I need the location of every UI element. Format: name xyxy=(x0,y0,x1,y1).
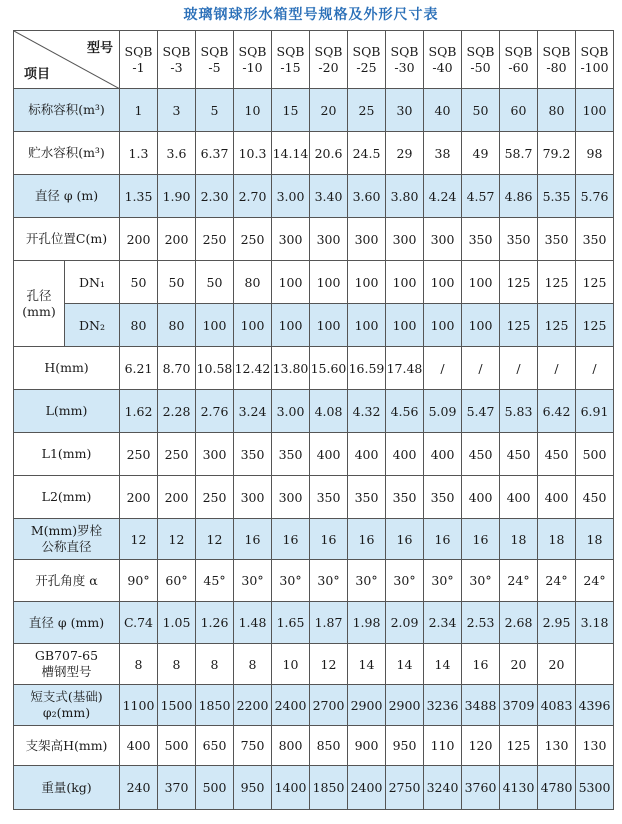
table-cell: 125 xyxy=(538,261,576,304)
table-cell: 20 xyxy=(310,89,348,132)
table-cell: 130 xyxy=(538,726,576,766)
table-cell: 1.35 xyxy=(120,175,158,218)
table-cell: 3.40 xyxy=(310,175,348,218)
table-cell: 110 xyxy=(424,726,462,766)
model-header: SQB -15 xyxy=(272,31,310,89)
table-cell: 12 xyxy=(158,519,196,560)
table-cell: 130 xyxy=(576,726,614,766)
table-cell: 2.68 xyxy=(500,602,538,644)
model-header: SQB -40 xyxy=(424,31,462,89)
table-row xyxy=(14,766,614,810)
table-cell: 5.76 xyxy=(576,175,614,218)
row-label: 开孔位置C(m) xyxy=(14,218,120,261)
table-cell: 14 xyxy=(348,644,386,685)
table-cell: 16 xyxy=(462,644,500,685)
table-cell: 16 xyxy=(386,519,424,560)
table-cell: 30° xyxy=(310,560,348,602)
row-label: GB707-65 槽钢型号 xyxy=(14,644,120,685)
table-cell: 250 xyxy=(196,476,234,519)
table-cell: 200 xyxy=(120,218,158,261)
table-cell: 6.91 xyxy=(576,390,614,433)
header-row xyxy=(14,31,614,89)
table-cell: 300 xyxy=(196,433,234,476)
table-cell: 3.60 xyxy=(348,175,386,218)
table-cell: 5.83 xyxy=(500,390,538,433)
table-cell: 100 xyxy=(310,261,348,304)
table-cell: 98 xyxy=(576,132,614,175)
model-header: SQB -20 xyxy=(310,31,348,89)
table-cell: 4.56 xyxy=(386,390,424,433)
table-cell: 350 xyxy=(272,433,310,476)
table-cell: 10 xyxy=(272,644,310,685)
table-cell: 240 xyxy=(120,766,158,810)
table-cell: 6.21 xyxy=(120,347,158,390)
table-cell: 1.26 xyxy=(196,602,234,644)
table-cell: 350 xyxy=(500,218,538,261)
table-cell: 1500 xyxy=(158,685,196,726)
table-cell: 1.48 xyxy=(234,602,272,644)
table-cell: 2.28 xyxy=(158,390,196,433)
table-cell: 4.57 xyxy=(462,175,500,218)
table-cell: 250 xyxy=(196,218,234,261)
table-cell: 300 xyxy=(348,218,386,261)
table-cell: 90° xyxy=(120,560,158,602)
table-cell: 400 xyxy=(120,726,158,766)
row-sublabel: DN₂ xyxy=(65,304,120,347)
table-cell: 250 xyxy=(120,433,158,476)
table-cell: 8 xyxy=(196,644,234,685)
row-sublabel: DN₁ xyxy=(65,261,120,304)
table-cell: 300 xyxy=(386,218,424,261)
table-cell: 300 xyxy=(424,218,462,261)
table-cell: 1.65 xyxy=(272,602,310,644)
table-cell: 16.59 xyxy=(348,347,386,390)
table-cell: 4396 xyxy=(576,685,614,726)
table-row xyxy=(14,726,614,766)
table-cell: 100 xyxy=(310,304,348,347)
table-cell: 10.3 xyxy=(234,132,272,175)
model-header: SQB -3 xyxy=(158,31,196,89)
table-cell: 60 xyxy=(500,89,538,132)
table-cell: 80 xyxy=(120,304,158,347)
model-header: SQB -50 xyxy=(462,31,500,89)
table-cell: 1850 xyxy=(196,685,234,726)
table-cell: 8.70 xyxy=(158,347,196,390)
table-cell: 60° xyxy=(158,560,196,602)
table-cell: 49 xyxy=(462,132,500,175)
table-cell: 80 xyxy=(234,261,272,304)
row-label: M(mm)罗栓 公称直径 xyxy=(14,519,120,560)
table-cell: 2900 xyxy=(386,685,424,726)
table-cell: 200 xyxy=(158,476,196,519)
table-cell: 15.60 xyxy=(310,347,348,390)
table-cell: 2700 xyxy=(310,685,348,726)
table-cell: 500 xyxy=(196,766,234,810)
model-header: SQB -25 xyxy=(348,31,386,89)
table-cell: 3709 xyxy=(500,685,538,726)
row-label: 重量(kg) xyxy=(14,766,120,810)
table-cell: 6.42 xyxy=(538,390,576,433)
table-cell: 1850 xyxy=(310,766,348,810)
table-row xyxy=(14,685,614,726)
table-cell: 14 xyxy=(424,644,462,685)
table-cell: 2.09 xyxy=(386,602,424,644)
table-cell: 750 xyxy=(234,726,272,766)
table-cell: 100 xyxy=(196,304,234,347)
table-cell: 13.80 xyxy=(272,347,310,390)
table-cell: 500 xyxy=(158,726,196,766)
table-title: 玻璃钢球形水箱型号规格及外形尺寸表 xyxy=(183,7,439,23)
table-cell: 100 xyxy=(462,261,500,304)
table-cell: 10 xyxy=(234,89,272,132)
table-cell: 2400 xyxy=(348,766,386,810)
table-cell: 30° xyxy=(386,560,424,602)
table-cell: 300 xyxy=(310,218,348,261)
table-cell: 100 xyxy=(576,89,614,132)
table-cell: 2750 xyxy=(386,766,424,810)
table-cell: 120 xyxy=(462,726,500,766)
table-cell: 4083 xyxy=(538,685,576,726)
table-cell: 500 xyxy=(576,433,614,476)
table-cell: 24° xyxy=(500,560,538,602)
table-cell: 900 xyxy=(348,726,386,766)
table-cell: C.74 xyxy=(120,602,158,644)
table-cell: 3.18 xyxy=(576,602,614,644)
table-cell: 5 xyxy=(196,89,234,132)
table-cell: 100 xyxy=(424,261,462,304)
table-cell: 400 xyxy=(310,433,348,476)
table-cell: 3.24 xyxy=(234,390,272,433)
table-row xyxy=(14,132,614,175)
table-cell: 20 xyxy=(538,644,576,685)
table-cell: 400 xyxy=(424,433,462,476)
table-cell: 8 xyxy=(234,644,272,685)
table-row xyxy=(14,602,614,644)
table-cell: 100 xyxy=(424,304,462,347)
table-cell: 16 xyxy=(310,519,348,560)
row-label: 开孔角度 α xyxy=(14,560,120,602)
table-cell: 300 xyxy=(272,218,310,261)
table-cell: 30° xyxy=(462,560,500,602)
table-cell: 45° xyxy=(196,560,234,602)
table-cell: 38 xyxy=(424,132,462,175)
table-cell: 6.37 xyxy=(196,132,234,175)
table-cell: 17.48 xyxy=(386,347,424,390)
table-cell: 1.3 xyxy=(120,132,158,175)
table-cell: 16 xyxy=(462,519,500,560)
table-cell: 30 xyxy=(386,89,424,132)
table-cell: 400 xyxy=(386,433,424,476)
table-cell: 400 xyxy=(500,476,538,519)
table-cell: 25 xyxy=(348,89,386,132)
table-cell: 400 xyxy=(462,476,500,519)
table-cell: / xyxy=(424,347,462,390)
table-row xyxy=(14,175,614,218)
table-cell: 40 xyxy=(424,89,462,132)
corner-item-label: 项目 xyxy=(24,67,51,82)
table-cell: 1400 xyxy=(272,766,310,810)
table-cell: 14.14 xyxy=(272,132,310,175)
table-cell: 2.34 xyxy=(424,602,462,644)
table-cell: 3488 xyxy=(462,685,500,726)
row-label: 短支式(基础) φ₂(mm) xyxy=(14,685,120,726)
table-cell: / xyxy=(538,347,576,390)
table-cell: 16 xyxy=(272,519,310,560)
row-label: 直径 φ (mm) xyxy=(14,602,120,644)
table-cell: 4.32 xyxy=(348,390,386,433)
table-cell: / xyxy=(462,347,500,390)
table-cell: 350 xyxy=(462,218,500,261)
table-cell: 200 xyxy=(158,218,196,261)
table-cell: 450 xyxy=(576,476,614,519)
table-cell: 18 xyxy=(576,519,614,560)
row-label: L1(mm) xyxy=(14,433,120,476)
table-cell: 950 xyxy=(234,766,272,810)
table-cell: 125 xyxy=(576,261,614,304)
corner-model-label: 型号 xyxy=(86,41,113,56)
table-cell: 3.80 xyxy=(386,175,424,218)
spec-table xyxy=(13,30,614,810)
table-cell: 100 xyxy=(462,304,500,347)
table-cell: 16 xyxy=(234,519,272,560)
corner-cell xyxy=(14,31,120,89)
model-header: SQB -100 xyxy=(576,31,614,89)
table-row xyxy=(14,390,614,433)
table-cell: 4.24 xyxy=(424,175,462,218)
table-cell: 300 xyxy=(234,476,272,519)
table-cell: 1.05 xyxy=(158,602,196,644)
table-cell: 18 xyxy=(538,519,576,560)
table-cell: 4.86 xyxy=(500,175,538,218)
table-cell: 450 xyxy=(538,433,576,476)
table-row xyxy=(14,89,614,132)
table-cell: 20 xyxy=(500,644,538,685)
row-label: 贮水容积(m³) xyxy=(14,132,120,175)
table-cell: 30° xyxy=(272,560,310,602)
table-cell: 100 xyxy=(348,261,386,304)
table-cell: 80 xyxy=(158,304,196,347)
table-cell: 2.70 xyxy=(234,175,272,218)
table-cell: 1.98 xyxy=(348,602,386,644)
table-cell: 1.87 xyxy=(310,602,348,644)
table-cell: 1100 xyxy=(120,685,158,726)
table-cell: 350 xyxy=(310,476,348,519)
table-cell: 50 xyxy=(462,89,500,132)
row-label: 直径 φ (m) xyxy=(14,175,120,218)
table-cell: 12.42 xyxy=(234,347,272,390)
table-cell: / xyxy=(576,347,614,390)
table-cell: 350 xyxy=(348,476,386,519)
table-cell: 350 xyxy=(538,218,576,261)
table-cell: 24° xyxy=(538,560,576,602)
table-cell: 2900 xyxy=(348,685,386,726)
table-row xyxy=(14,644,614,685)
table-cell: 125 xyxy=(500,304,538,347)
table-cell: 3240 xyxy=(424,766,462,810)
table-cell: 2200 xyxy=(234,685,272,726)
table-row xyxy=(14,347,614,390)
table-cell: 16 xyxy=(424,519,462,560)
table-cell: 29 xyxy=(386,132,424,175)
model-header: SQB -30 xyxy=(386,31,424,89)
table-cell: 5.47 xyxy=(462,390,500,433)
table-cell: 3760 xyxy=(462,766,500,810)
table-cell: 30° xyxy=(424,560,462,602)
row-label: 孔径 (mm) xyxy=(14,261,65,347)
table-cell: 5300 xyxy=(576,766,614,810)
row-label: L(mm) xyxy=(14,390,120,433)
table-cell: 3.6 xyxy=(158,132,196,175)
table-cell: 800 xyxy=(272,726,310,766)
table-cell: 125 xyxy=(500,261,538,304)
model-header: SQB -80 xyxy=(538,31,576,89)
table-cell: 2400 xyxy=(272,685,310,726)
table-cell: 30° xyxy=(348,560,386,602)
table-cell: 100 xyxy=(272,261,310,304)
table-cell: 125 xyxy=(500,726,538,766)
table-cell: 350 xyxy=(424,476,462,519)
table-cell: 5.35 xyxy=(538,175,576,218)
table-cell: 5.09 xyxy=(424,390,462,433)
table-row xyxy=(14,476,614,519)
table-cell: 79.2 xyxy=(538,132,576,175)
table-cell: 80 xyxy=(538,89,576,132)
table-cell: 1.90 xyxy=(158,175,196,218)
row-label: 标称容积(m³) xyxy=(14,89,120,132)
table-cell: 58.7 xyxy=(500,132,538,175)
table-cell: 370 xyxy=(158,766,196,810)
table-cell: 125 xyxy=(538,304,576,347)
table-cell: 24° xyxy=(576,560,614,602)
table-cell: 3.00 xyxy=(272,175,310,218)
table-row xyxy=(14,261,614,304)
model-header: SQB -60 xyxy=(500,31,538,89)
table-cell: 100 xyxy=(386,261,424,304)
table-row xyxy=(14,433,614,476)
row-label: L2(mm) xyxy=(14,476,120,519)
model-header: SQB -10 xyxy=(234,31,272,89)
table-cell: 650 xyxy=(196,726,234,766)
table-cell: 4130 xyxy=(500,766,538,810)
table-row xyxy=(14,560,614,602)
model-header: SQB -1 xyxy=(120,31,158,89)
table-cell: 12 xyxy=(310,644,348,685)
table-cell: 250 xyxy=(234,218,272,261)
table-cell: 8 xyxy=(158,644,196,685)
table-cell: 100 xyxy=(272,304,310,347)
table-cell: 24.5 xyxy=(348,132,386,175)
table-row xyxy=(14,304,614,347)
table-cell: 200 xyxy=(120,476,158,519)
table-row xyxy=(14,519,614,560)
table-cell: 50 xyxy=(196,261,234,304)
table-cell: 3 xyxy=(158,89,196,132)
table-cell: 2.30 xyxy=(196,175,234,218)
table-cell: 20.6 xyxy=(310,132,348,175)
table-cell: 12 xyxy=(120,519,158,560)
table-cell: 350 xyxy=(234,433,272,476)
table-cell xyxy=(576,644,614,685)
model-header: SQB -5 xyxy=(196,31,234,89)
table-cell: 2.53 xyxy=(462,602,500,644)
table-cell: 50 xyxy=(158,261,196,304)
table-row xyxy=(14,218,614,261)
table-cell: 10.58 xyxy=(196,347,234,390)
table-cell: 3.00 xyxy=(272,390,310,433)
table-cell: 400 xyxy=(348,433,386,476)
table-cell: 18 xyxy=(500,519,538,560)
table-cell: 350 xyxy=(386,476,424,519)
table-cell: 2.95 xyxy=(538,602,576,644)
table-cell: 3236 xyxy=(424,685,462,726)
table-cell: 400 xyxy=(538,476,576,519)
table-cell: 100 xyxy=(348,304,386,347)
table-cell: 2.76 xyxy=(196,390,234,433)
table-cell: 450 xyxy=(500,433,538,476)
table-cell: 50 xyxy=(120,261,158,304)
table-cell: 14 xyxy=(386,644,424,685)
table-cell: 350 xyxy=(576,218,614,261)
table-cell: 15 xyxy=(272,89,310,132)
table-cell: 300 xyxy=(272,476,310,519)
table-cell: 30° xyxy=(234,560,272,602)
table-cell: 1.62 xyxy=(120,390,158,433)
table-cell: 125 xyxy=(576,304,614,347)
table-cell: 4.08 xyxy=(310,390,348,433)
table-cell: 100 xyxy=(386,304,424,347)
table-cell: 8 xyxy=(120,644,158,685)
table-cell: 100 xyxy=(234,304,272,347)
table-cell: 250 xyxy=(158,433,196,476)
table-cell: 450 xyxy=(462,433,500,476)
table-cell: 12 xyxy=(196,519,234,560)
table-cell: 850 xyxy=(310,726,348,766)
table-cell: / xyxy=(500,347,538,390)
table-cell: 1 xyxy=(120,89,158,132)
table-cell: 16 xyxy=(348,519,386,560)
table-cell: 950 xyxy=(386,726,424,766)
row-label: 支架高H(mm) xyxy=(14,726,120,766)
row-label: H(mm) xyxy=(14,347,120,390)
table-cell: 4780 xyxy=(538,766,576,810)
